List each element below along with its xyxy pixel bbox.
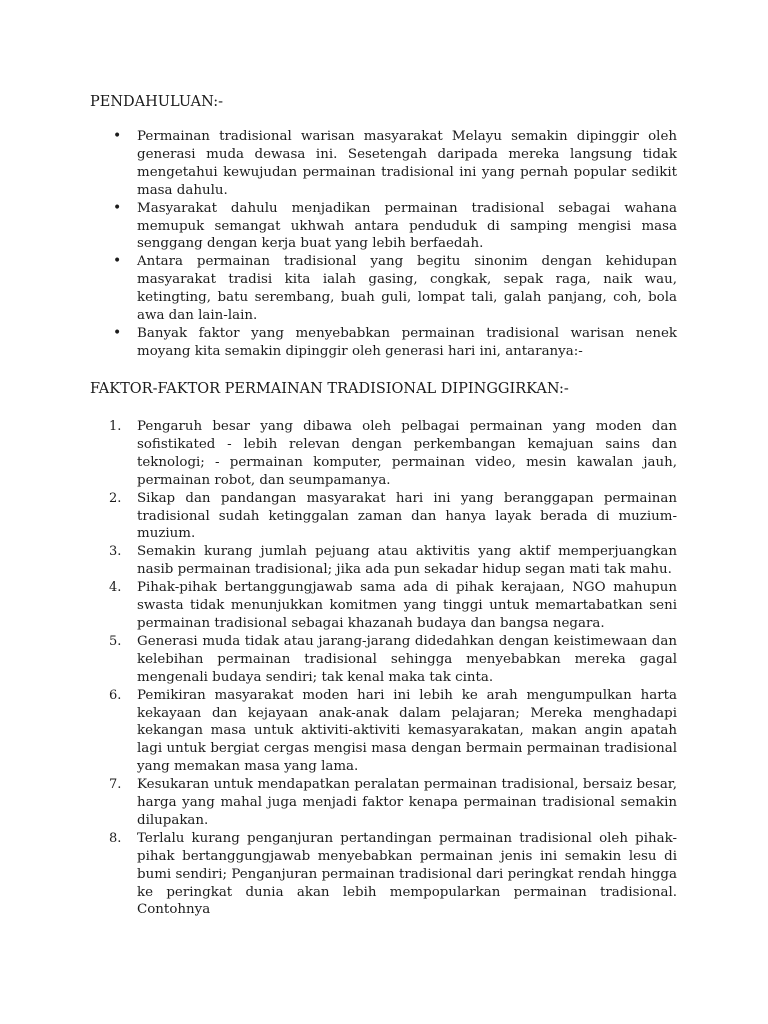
bullet-text: Masyarakat dahulu menjadikan permainan tradisional sebagai wahana memupuk semangat ukhwah antara penduduk di samping mengisi masa senggang dengan kerja buat yang lebih berfaedah. xyxy=(137,200,677,252)
section-heading-factors: FAKTOR-FAKTOR PERMAINAN TRADISIONAL DIPINGGIRKAN:- xyxy=(90,381,569,397)
factor-item xyxy=(109,687,677,777)
factors-numbered-list xyxy=(0,418,768,919)
factor-item xyxy=(109,490,677,544)
bullet-item xyxy=(113,324,677,361)
factor-item xyxy=(109,579,677,633)
section-heading-introduction: PENDAHULUAN:- xyxy=(90,94,224,110)
factor-text: Generasi muda tidak atau jarang-jarang didedahkan dengan keistimewaan dan kelebihan permainan tradisional sehingga menyebabkan mereka gagal mengenali budaya sendiri; tak kenal maka tak cinta. xyxy=(137,633,677,685)
bullet-icon: • xyxy=(113,253,122,270)
bullet-item xyxy=(113,199,677,254)
introduction-bullet-list xyxy=(0,128,768,361)
factor-number: 4. xyxy=(109,580,122,596)
bullet-icon: • xyxy=(113,324,122,341)
factor-number: 1. xyxy=(109,419,122,434)
factor-text: Sikap dan pandangan masyarakat hari ini yang beranggapan permainan tradisional sudah ketinggalan zaman dan hanya layak berada di muzium-muzium. xyxy=(137,490,677,542)
factor-text: Pengaruh besar yang dibawa oleh pelbagai permainan yang moden dan sofistikated - lebih relevan dengan perkembangan kemajuan sains dan teknologi; - permainan komputer, permainan video, mesin kawalan jauh, permainan robot, dan seumpamanya. xyxy=(137,419,677,488)
bullet-icon: • xyxy=(113,199,122,216)
factor-text: Terlalu kurang penganjuran pertandingan permainan tradisional oleh pihak-pihak bertanggungjawab menyebabkan permainan jenis ini semakin lesu di bumi sendiri; Penganjuran permainan tradisional dari peringkat rendah hingga ke peringkat dunia akan lebih mempopularkan permainan tradisional. Contohnya xyxy=(137,830,677,918)
factor-item xyxy=(109,418,677,490)
bullet-text: Antara permainan tradisional yang begitu sinonim dengan kehidupan masyarakat tradisi kita ialah gasing, congkak, sepak raga, naik wau, ketingting, batu serembang, buah guli, lompat tali, galah panjang, coh, bola awa dan lain-lain. xyxy=(137,254,677,324)
bullet-text: Banyak faktor yang menyebabkan permainan tradisional warisan nenek moyang kita semakin dipinggir oleh generasi hari ini, antaranya:- xyxy=(137,325,677,359)
bullet-item xyxy=(113,253,677,325)
factor-number: 2. xyxy=(109,490,122,506)
bullet-text: Permainan tradisional warisan masyarakat Melayu semakin dipinggir oleh generasi muda dewasa ini. Sesetengah daripada mereka langsung tidak mengetahui kewujudan permainan tradisional ini yang pernah popular sedikit masa dahulu. xyxy=(137,129,677,198)
factor-number: 7. xyxy=(109,777,122,793)
bullet-item xyxy=(113,128,677,200)
factor-text: Semakin kurang jumlah pejuang atau aktivitis yang aktif memperjuangkan nasib permainan tradisional; jika ada pun sekadar hidup segan mati tak mahu. xyxy=(137,544,677,578)
factor-number: 3. xyxy=(109,544,122,560)
factor-text: Pihak-pihak bertanggungjawab sama ada di pihak kerajaan, NGO mahupun swasta tidak menunjukkan komitmen yang tinggi untuk memartabatkan seni permainan tradisional sebagai khazanah budaya dan bangsa negara. xyxy=(137,580,677,631)
factor-number: 8. xyxy=(109,830,122,846)
factor-item xyxy=(109,633,677,687)
bullet-icon: • xyxy=(113,128,122,144)
factor-item xyxy=(109,543,677,579)
factor-item xyxy=(109,830,677,920)
factor-item xyxy=(109,776,677,830)
factor-number: 6. xyxy=(109,687,122,703)
factor-text: Kesukaran untuk mendapatkan peralatan permainan tradisional, bersaiz besar, harga yang mahal juga menjadi faktor kenapa permainan tradisional semakin dilupakan. xyxy=(137,777,677,828)
factor-number: 5. xyxy=(109,633,122,649)
factor-text: Pemikiran masyarakat moden hari ini lebih ke arah mengumpulkan harta kekayaan dan kejayaan anak-anak dalam pelajaran; Mereka menghadapi kekangan masa untuk aktiviti-aktiviti kemasyarakatan, makan angin apatah lagi untuk bergiat cergas mengisi masa dengan bermain permainan tradisional yang memakan masa yang lama. xyxy=(137,687,677,775)
